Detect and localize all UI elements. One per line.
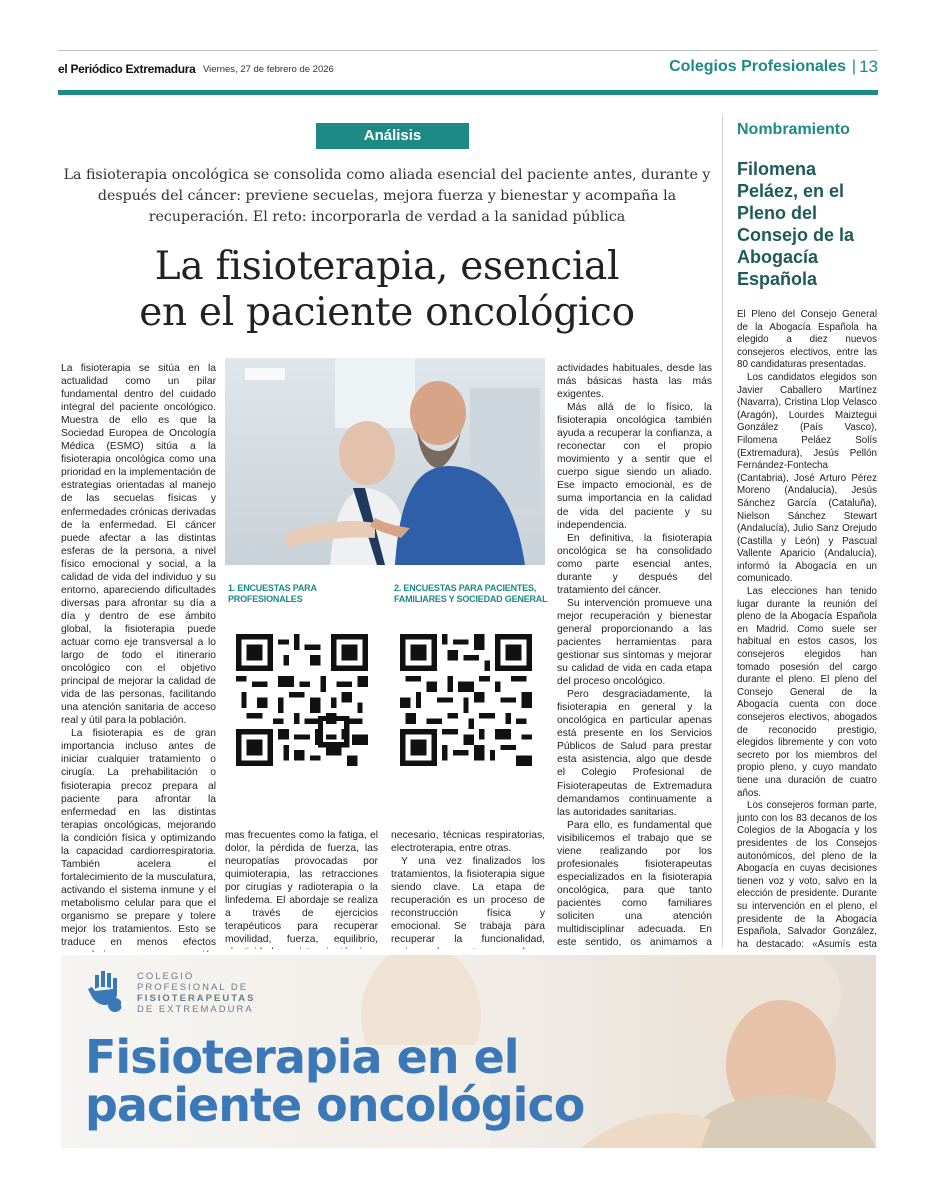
paragraph: Los consejeros forman parte, junto con los 83 decanos de los Colegios de la Abogacía y los presidentes de los Consejos autonómicos, del pleno de la Abogacía en cuyas decisiones tienen voz y voto, salvo en la elección de presidente. Durante su intervención en el pleno, el presidente de la Abogacía Española, Salvador González, ha destacado: «Asumís esta	[737, 800, 877, 949]
ad-banner[interactable]	[61, 955, 876, 1148]
page-header	[58, 56, 878, 82]
newspaper-name: el Periódico Extremadura	[58, 62, 196, 76]
sidebar-divider	[722, 115, 723, 947]
page-number: 13	[859, 57, 878, 76]
sidebar-kicker: Nombramiento	[737, 121, 850, 138]
paragraph: Su intervención promueve una mejor recuperación y bienestar general proporcionando a las pacientes herramientas para gestionar sus síntomas y mejorar su calidad de vida en cada etapa del proceso oncológico.	[557, 597, 712, 688]
article-lead: La fisioterapia oncológica se consolida como aliada esencial del paciente antes, durante y después del cáncer: previene secuelas, mejora fuerza y bienestar y acompaña la recuperación. El reto: incorporarla de verdad a la sanidad pública	[63, 167, 711, 225]
header-separator: |	[851, 58, 856, 75]
paragraph: actividades habituales, desde las más básicas hasta las más exigentes.	[557, 363, 712, 401]
header-rule	[58, 90, 878, 95]
section-title: Colegios Profesionales	[669, 58, 846, 75]
paragraph: mas frecuentes como la fatiga, el dolor, la pérdida de fuerza, las neuropatías provocadas por quimioterapia, las retracciones por cirugías y radioterapia o la linfedema. El abordaje se realiza a través de ejercicios terapéuticos para recuperar movilidad, fuerza, equilibrio,	[225, 830, 378, 946]
article-column-2	[225, 829, 378, 949]
paragraph: La fisioterapia se sitúa en la actualidad como un pilar fundamental dentro del cuidado integral del paciente oncológico. Muestra de ello es que la Sociedad Europea de Oncología Médica (ESMO) sitúa a la fisioterapia oncológica como una prioridad en la implementación de estrategias orientadas al manejo de las secuelas físicas y enfermedades crónicas derivadas de la enfermedad. El cáncer puede afectar a las distintas esferas de la persona, a nivel físico emocional y social, a la calidad de vida del individuo y su entorno, apareciendo dificultades diversas para afrontar su día a día y dentro de ese ámbito global, la fisioterapia puede actuar como eje transversal a lo largo de todo el itinerario oncológico con el objetivo principal de mejorar la calidad de vida de las personas, facilitando una atención sanitaria de acceso real y útil para la población.	[61, 363, 216, 727]
ad-org-line2: PROFESIONAL DE	[137, 982, 249, 993]
sidebar-text	[737, 309, 877, 949]
headline-line-1: La fisioterapia, esencial	[154, 244, 620, 289]
paragraph: Más allá de lo físico, la fisioterapia oncológica también ayuda a recuperar la confianza, a reconectar con el propio movimiento y a sentir que el cuerpo sigue siendo un aliado. Ese impacto emocional, es de suma importancia en la calidad de vida del paciente y su independencia.	[557, 402, 712, 531]
article-tag: Análisis	[316, 123, 469, 149]
qr2-label: 2. ENCUESTAS PARA PACIENTES, FAMILIARES Y SOCIEDAD GENERAL	[394, 583, 548, 604]
ad-org-line4: DE EXTREMADURA	[137, 1004, 254, 1015]
ad-org-line3: FISIOTERAPEUTAS	[137, 993, 256, 1004]
paragraph: Las elecciones han tenido lugar durante la reunión del pleno de la Abogacía Española en Madrid. Como suele ser habitual en estos casos, los consejeros elegidos han tomado posesión del cargo durante el pleno. El pleno del Consejo General de la Abogacía cuenta con doce consejeros electivos, abogados de reconocido prestigio, elegidos libremente y con voto secreto por los miembros del propio pleno, y cuyo mandato tiene una duración de cuatro años.	[737, 586, 877, 799]
article-column-3	[391, 829, 545, 949]
article-headline	[62, 244, 712, 336]
headline-line-2: en el paciente oncológico	[139, 290, 635, 335]
paragraph: Los candidatos elegidos son Javier Caballero Martínez (Navarra), Cristina Llop Velasco (Aragón), Lourdes Maiztegui González (País Vasco), Filomena Peláez Solís (Extremadura), Jesús Pellón Fernández-Fontecha (Cantabria), José Arturo Pérez Moreno (Andalucía), Jesús Sánchez García (Cataluña), Nielson Sánchez Stewart (Andalucía), Julio Sanz Orejudo (Castilla y León) y Pascual Vallente Aparicio (Andalucía), informó la Abogacía en un comunicado.	[737, 371, 877, 585]
qr1-label: 1. ENCUESTAS PARA PROFESIONALES	[228, 583, 317, 604]
ad-title-line2: paciente oncológico	[85, 1078, 585, 1132]
paragraph: En definitiva, la fisioterapia oncológica se ha consolidado como parte esencial antes, durante y después del tratamiento del cáncer.	[557, 532, 712, 596]
issue-date: Viernes, 27 de febrero de 2026	[203, 64, 334, 75]
qr-code-professionals[interactable]	[236, 634, 368, 766]
header-top-rule	[58, 50, 878, 51]
ad-title	[85, 1030, 585, 1132]
qr-code-patients[interactable]	[400, 634, 532, 766]
paragraph: El Pleno del Consejo General de la Abogacía Española ha elegido a diez nuevos consejeros electivos, entre las 80 candidaturas presentadas.	[737, 309, 877, 371]
article-photo	[225, 358, 545, 565]
paragraph: Pero desgraciadamente, la fisioterapia en general y la oncológica en particular apenas está presente en los Servicios Públicos de Salud para prestar esta asistencia, algo que desde el Colegio Profesional de Fisioterapeutas de Extremadura demandamos continuamente a las autoridades sanitarias.	[557, 689, 712, 818]
sidebar-title: Filomena Peláez, en el Pleno del Consejo de la Abogacía Española	[737, 159, 855, 289]
ad-org-line1: COLEGIO	[137, 971, 195, 982]
paragraph: necesario, técnicas respiratorias, electroterapia, entre otras.	[391, 830, 545, 855]
paragraph: Y una vez finalizados los tratamientos, la fisioterapia sigue siendo clave. La etapa de recuperación es un proceso de reconstrucción física y emocional. Se trabaja para recuperar la funcionalidad,	[391, 856, 545, 946]
physiotherapy-photo	[225, 358, 545, 565]
paragraph: La fisioterapia es de gran importancia incluso antes de iniciar cualquier tratamiento o cirugía. La prehabilitación o fisioterapia precoz prepara al paciente para afrontar la enfermedad en las distintas terapias oncológicas, mejorando la condición física y optimizando la capacidad cardiorrespiratoria. También acelera el fortalecimiento de la musculatura, activando el sistema inmune y el metabolismo celular para que el organismo se prepare y tolere mejor los tratamientos. Esto se traduce en menos efectos	[61, 728, 216, 949]
paragraph: Para ello, es fundamental que visibilicemos el trabajo que se viene realizando por los profesionales fisioterapeutas especializados en la fisioterapia oncológica, para que tanto pacientes como familiares soliciten una atención multidisciplinar adecuada. En este sentido, os animamos a	[557, 819, 712, 947]
article-column-1	[61, 362, 216, 952]
logo-letter: e	[120, 996, 128, 1011]
ad-title-line1: Fisioterapia en el	[85, 1030, 519, 1084]
article-column-4	[557, 362, 712, 947]
